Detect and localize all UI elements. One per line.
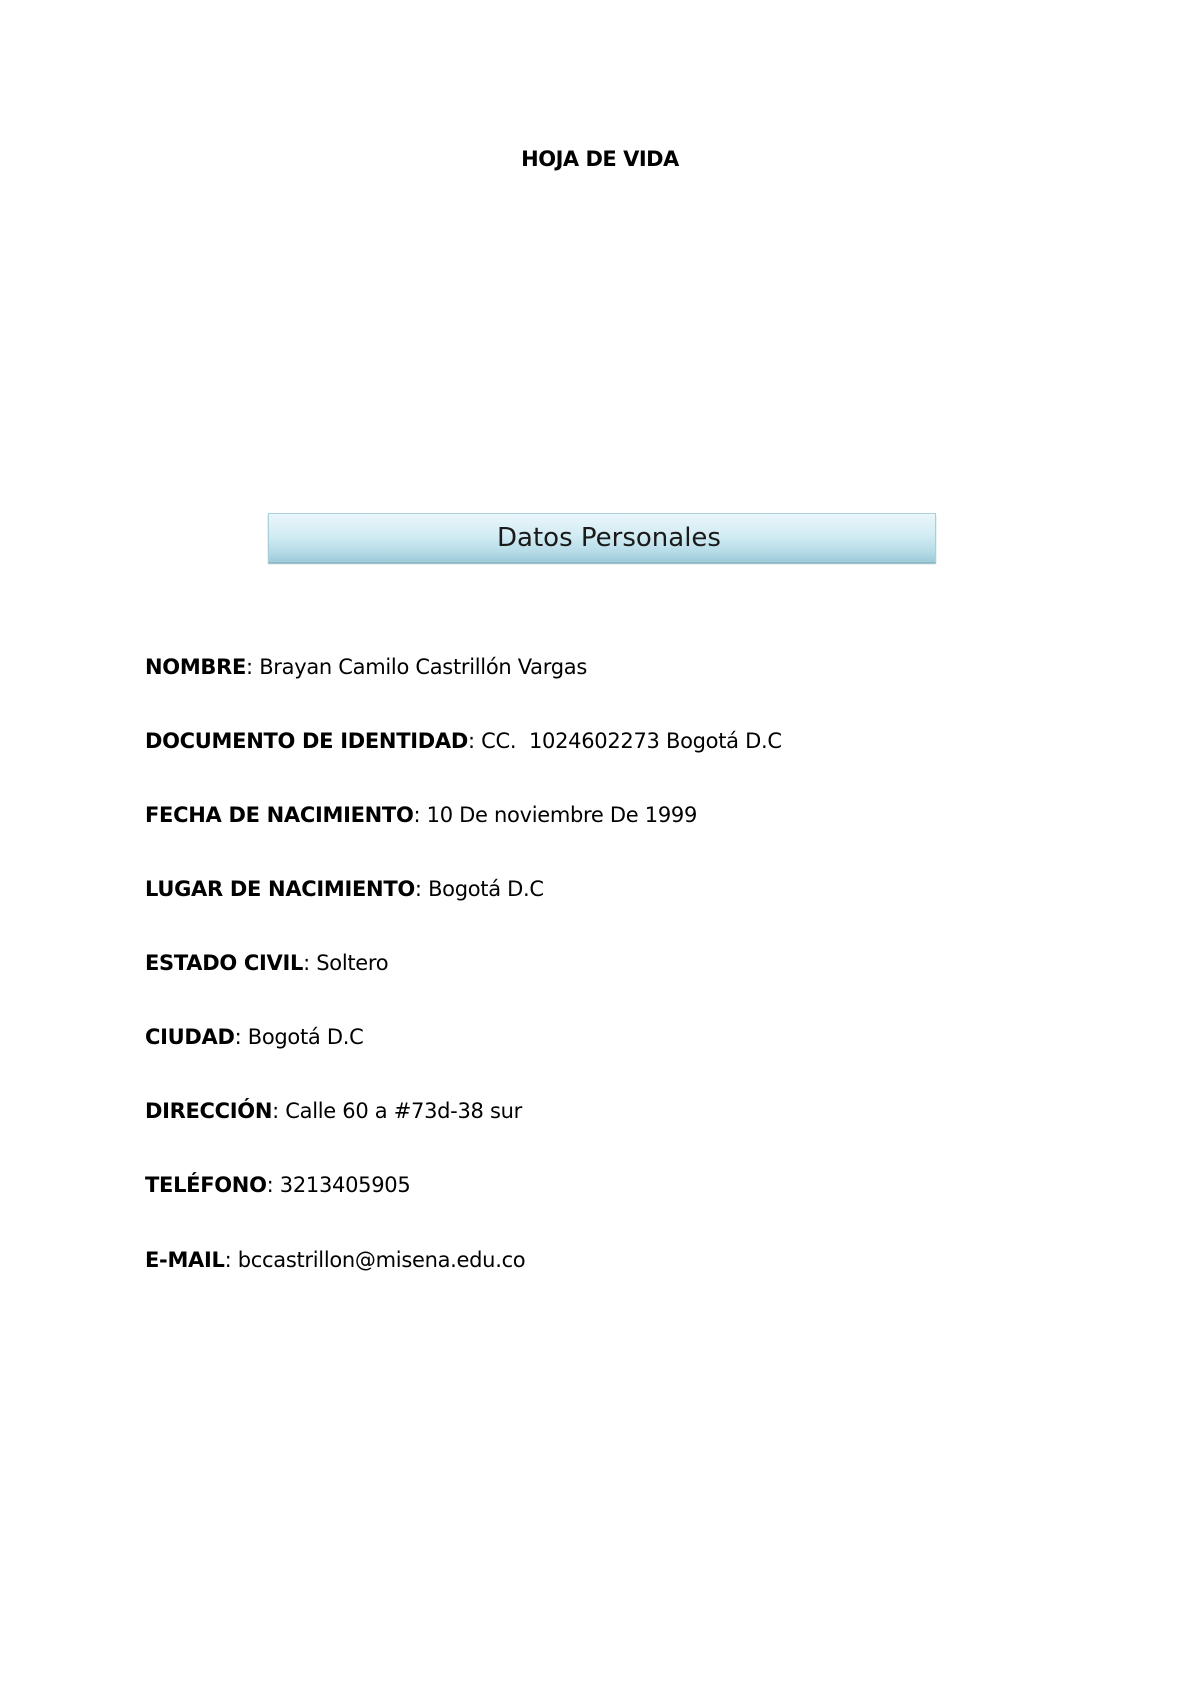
field-label: E-MAIL	[145, 1248, 225, 1272]
field-value: Bogotá D.C	[247, 1025, 364, 1049]
field-lugar-nacimiento: LUGAR DE NACIMIENTO: Bogotá D.C	[145, 877, 544, 901]
field-label: DIRECCIÓN	[145, 1099, 273, 1123]
field-label: DOCUMENTO DE IDENTIDAD	[145, 729, 468, 753]
field-label: FECHA DE NACIMIENTO	[145, 803, 414, 827]
field-label: LUGAR DE NACIMIENTO	[145, 877, 415, 901]
section-banner	[268, 513, 936, 562]
field-value: CC. 1024602273 Bogotá D.C	[481, 729, 782, 753]
field-value: 3213405905	[279, 1173, 411, 1197]
section-title: Datos Personales	[497, 522, 721, 553]
field-fecha-nacimiento: FECHA DE NACIMIENTO: 10 De noviembre De 1999	[145, 803, 698, 827]
field-nombre: NOMBRE: Brayan Camilo Castrillón Vargas	[145, 655, 587, 679]
field-ciudad: CIUDAD: Bogotá D.C	[145, 1025, 364, 1049]
field-label: NOMBRE	[145, 655, 247, 679]
field-estado-civil: ESTADO CIVIL: Soltero	[145, 951, 389, 975]
field-value: 10 De noviembre De 1999	[426, 803, 698, 827]
field-value: Soltero	[316, 951, 389, 975]
field-label: TELÉFONO	[145, 1173, 267, 1197]
field-value: Brayan Camilo Castrillón Vargas	[259, 655, 587, 679]
field-documento: DOCUMENTO DE IDENTIDAD: CC. 1024602273 Bogotá D.C	[145, 729, 782, 753]
field-direccion: DIRECCIÓN: Calle 60 a #73d-38 sur	[145, 1099, 522, 1123]
field-value: Bogotá D.C	[428, 877, 544, 901]
field-value: bccastrillon@misena.edu.co	[237, 1248, 526, 1272]
field-value: Calle 60 a #73d-38 sur	[285, 1099, 522, 1123]
field-telefono: TELÉFONO: 3213405905	[145, 1173, 411, 1197]
field-label: ESTADO CIVIL	[145, 951, 304, 975]
field-email: E-MAIL: bccastrillon@misena.edu.co	[145, 1248, 526, 1272]
page-title: HOJA DE VIDA	[521, 147, 679, 171]
field-label: CIUDAD	[145, 1025, 235, 1049]
